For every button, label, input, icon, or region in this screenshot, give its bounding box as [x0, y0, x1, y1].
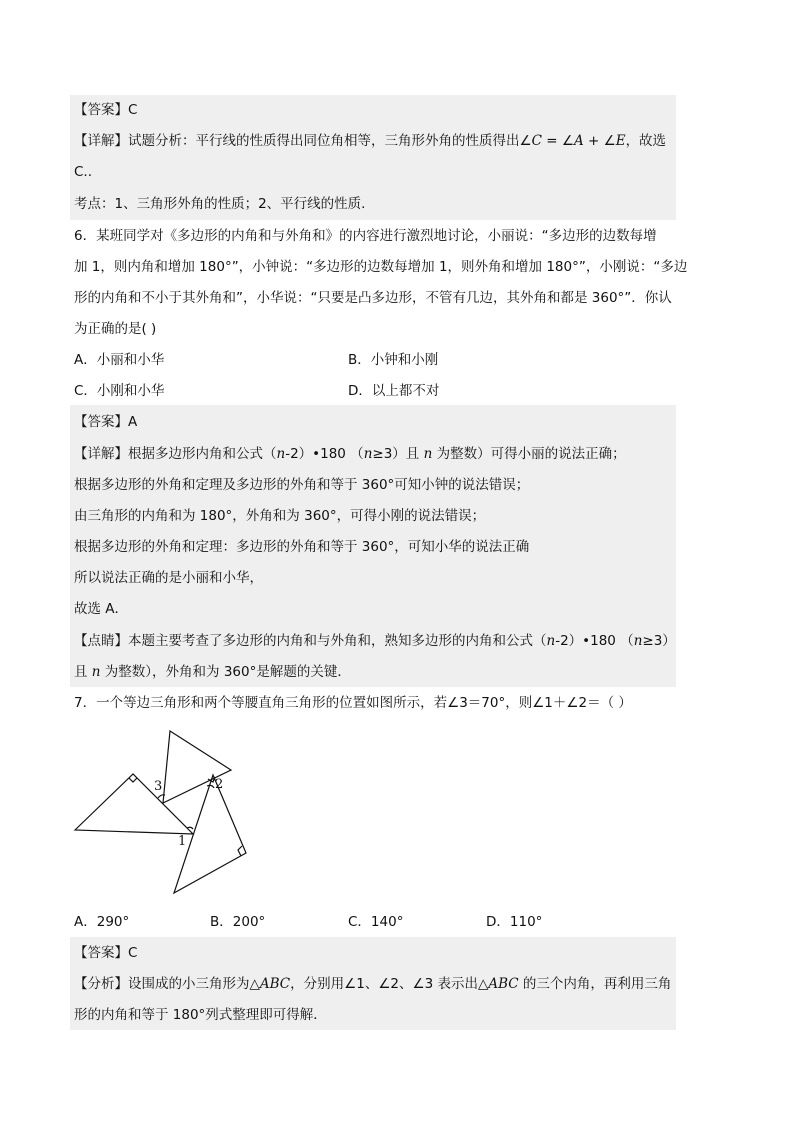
q6-detail-5: 所以说法正确的是小丽和小华，: [74, 570, 263, 586]
q7-stem: 7．一个等边三角形和两个等腰直角三角形的位置如图所示，若∠3＝70°，则∠1＋∠2＝（ ）: [74, 695, 632, 711]
q7-option-d: D．110°: [486, 914, 543, 930]
q7-triangle-figure: [70, 722, 260, 898]
q6-answer: 【答案】A: [74, 414, 138, 430]
q6-dianjing-2: 且 n 为整数），外角和为 360°是解题的关键．: [74, 664, 351, 680]
q6-detail-4: 根据多边形的外角和定理：多边形的外角和等于 360°，可知小华的说法正确: [74, 539, 530, 555]
angle-arc-2: [207, 785, 214, 788]
q5-answer: 【答案】C: [74, 102, 138, 118]
q6-detail-3: 由三角形的内角和为 180°，外角和为 360°，可得小刚的说法错误；: [74, 508, 486, 524]
q6-stem-3: 形的内角和不小于其外角和”，小华说：“只要是凸多边形，不管有几边，其外角和都是 360°”．你认: [74, 290, 672, 306]
q6-detail-6: 故选 A．: [74, 601, 129, 617]
left-right-triangle: [75, 774, 193, 834]
q6-stem-2: 加 1，则内角和增加 180°”，小钟说：“多边形的边数每增加 1，则外角和增加 180°”，小刚说：“多边: [74, 259, 688, 275]
q5-kaodian: 考点：1、三角形外角的性质；2、平行线的性质.: [74, 196, 366, 212]
angle-label-2: 2: [215, 777, 224, 792]
q6-option-d: D．以上都不对: [348, 383, 440, 399]
q7-option-c: C．140°: [348, 914, 404, 930]
q6-stem-1: 6．某班同学对《多边形的内角和与外角和》的内容进行激烈地讨论，小丽说：“多边形的边数每增: [74, 228, 657, 244]
q7-analysis-1: 【分析】设围成的小三角形为△ABC，分别用∠1、∠2、∠3 表示出△ABC 的三个内角，再利用三角: [74, 976, 672, 992]
q5-detail-cont: C..: [74, 164, 93, 180]
q6-option-c: C．小刚和小华: [74, 383, 165, 399]
q7-answer: 【答案】C: [74, 945, 138, 961]
q6-stem-4: 为正确的是( ): [74, 321, 157, 337]
q7-option-b: B．200°: [210, 914, 266, 930]
q7-analysis-2: 形的内角和等于 180°列式整理即可得解．: [74, 1007, 327, 1023]
q6-dianjing-1: 【点睛】本题主要考查了多边形的内角和与外角和，熟知多边形的内角和公式（n-2）•180 （n≥3）: [74, 633, 676, 649]
q6-detail-1: 【详解】根据多边形内角和公式（n-2）•180 （n≥3）且 n 为整数）可得小丽的说法正确；: [74, 446, 626, 462]
right-angle-mark-top: [129, 778, 137, 782]
q6-detail-2: 根据多边形的外角和定理及多边形的外角和等于 360°可知小钟的说法错误；: [74, 477, 530, 493]
angle-label-1: 1: [178, 834, 187, 849]
q6-option-a: A．小丽和小华: [74, 352, 165, 368]
q6-option-b: B．小钟和小刚: [348, 352, 439, 368]
q5-detail: 【详解】试题分析：平行线的性质得出同位角相等，三角形外角的性质得出∠C = ∠A + ∠E，故选: [74, 133, 667, 149]
right-angle-mark-right: [238, 846, 242, 856]
q7-option-a: A．290°: [74, 914, 130, 930]
angle-label-3: 3: [154, 779, 163, 794]
